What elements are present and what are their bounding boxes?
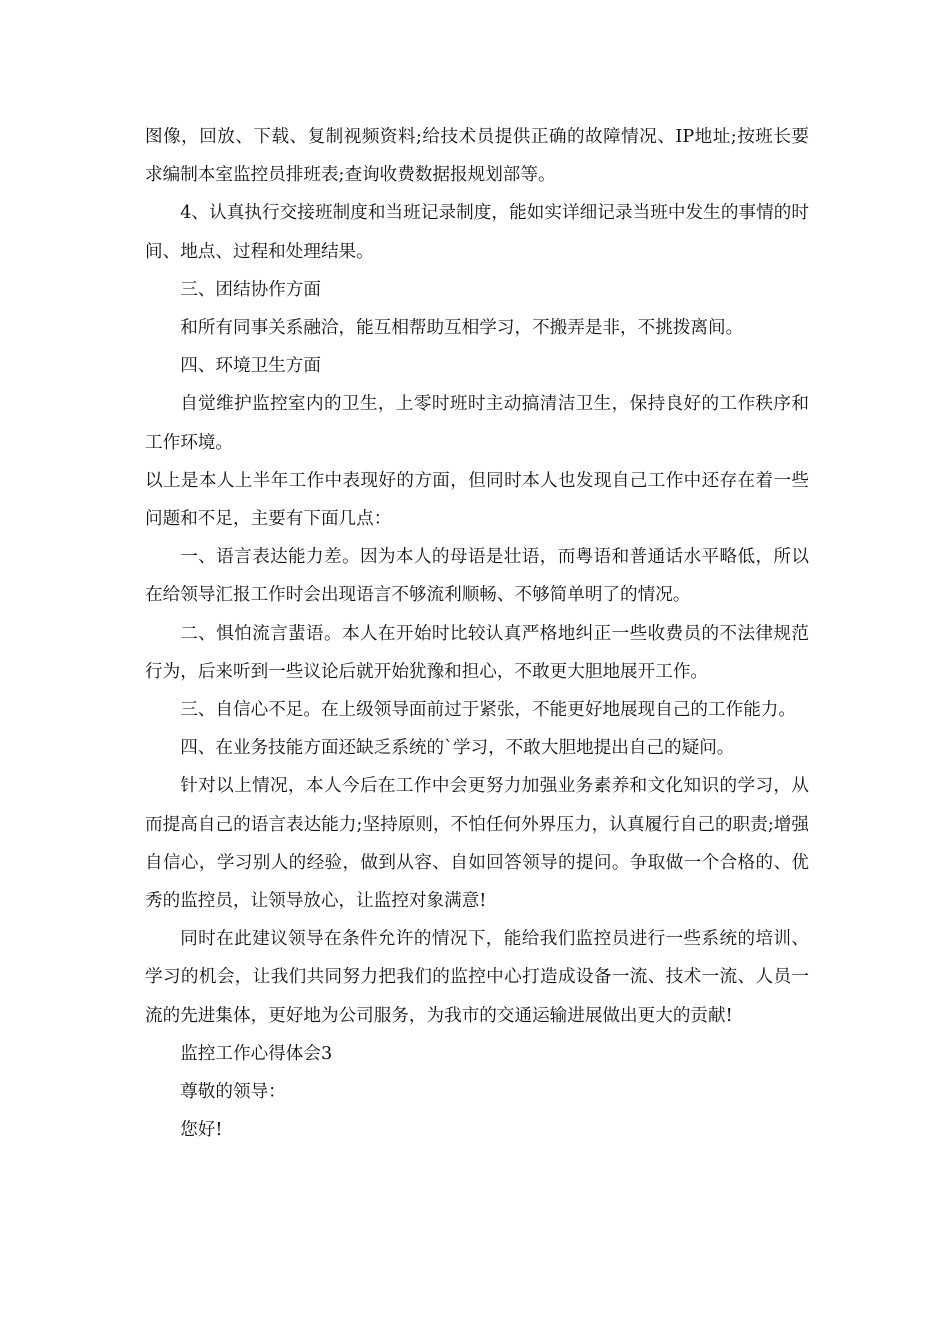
- paragraph: 4、认真执行交接班制度和当班记录制度，能如实详细记录当班中发生的事情的时间、地点、过程和处理结果。: [145, 203, 809, 262]
- document-body: [145, 118, 809, 1149]
- paragraph: 自觉维护监控室内的卫生，上零时班时主动搞清洁卫生，保持良好的工作秩序和工作环境。: [145, 394, 809, 453]
- salutation: 尊敬的领导：: [180, 1082, 286, 1103]
- greeting: 您好!: [180, 1120, 223, 1141]
- paragraph: 三、自信心不足。在上级领导面前过于紧张，不能更好地展现自己的工作能力。: [180, 700, 796, 721]
- section-heading: 四、环境卫生方面: [180, 356, 321, 377]
- paragraph: 和所有同事关系融洽，能互相帮助互相学习，不搬弄是非，不挑拨离间。: [180, 318, 744, 339]
- paragraph: 同时在此建议领导在条件允许的情况下，能给我们监控员进行一些系统的培训、学习的机会，让我们共同努力把我们的监控中心打造成设备一流、技术一流、人员一流的先进集体，更好地为公司服务，为我市的交通运输进展做出更大的贡献!: [145, 929, 809, 1026]
- paragraph: 四、在业务技能方面还缺乏系统的`学习，不敢大胆地提出自己的疑问。: [180, 738, 735, 759]
- paragraph: 以上是本人上半年工作中表现好的方面，但同时本人也发现自己工作中还存在着一些问题和不足，主要有下面几点：: [145, 470, 809, 530]
- section-heading: 三、团结协作方面: [180, 279, 321, 300]
- document-title: 监控工作心得体会3: [180, 1043, 333, 1064]
- paragraph: 图像，回放、下载、复制视频资料;给技术员提供正确的故障情况、IP地址;按班长要求编制本室监控员排班表;查询收费数据报规划部等。: [145, 127, 809, 186]
- paragraph: 针对以上情况，本人今后在工作中会更努力加强业务素养和文化知识的学习，从而提高自己的语言表达能力;坚持原则，不怕任何外界压力，认真履行自己的职责;增强自信心，学习别人的经验，做到从容、自如回答领导的提问。争取做一个合格的、优秀的监控员，让领导放心，让监控对象满意!: [145, 776, 809, 912]
- paragraph: 二、惧怕流言蜚语。本人在开始时比较认真严格地纠正一些收费员的不法律规范行为，后来听到一些议论后就开始犹豫和担心，不敢更大胆地展开工作。: [145, 623, 809, 682]
- paragraph: 一、语言表达能力差。因为本人的母语是壮语，而粤语和普通话水平略低，所以在给领导汇报工作时会出现语言不够流利顺畅、不够简单明了的情况。: [145, 547, 809, 606]
